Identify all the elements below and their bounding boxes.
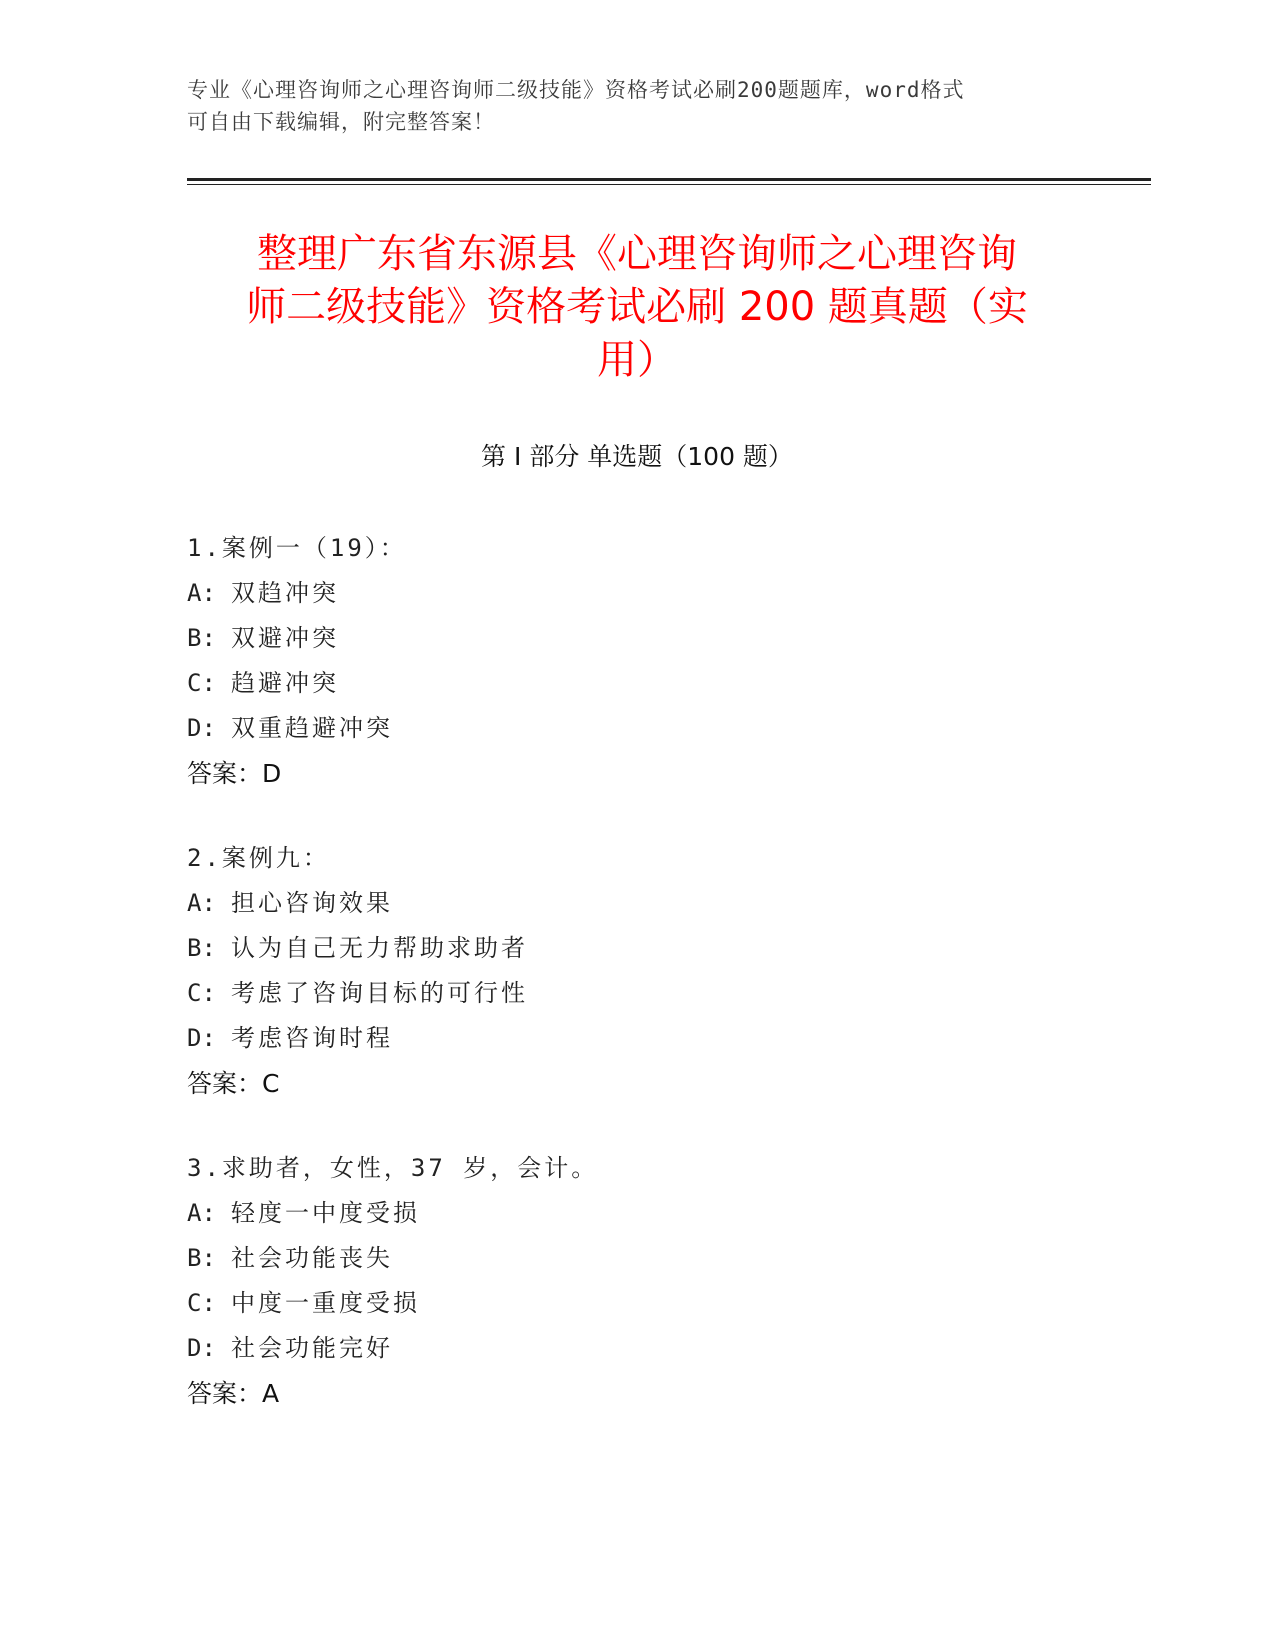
option-b xyxy=(187,616,1087,661)
option-a xyxy=(187,1191,1087,1236)
option-c xyxy=(187,661,1087,706)
question-list xyxy=(187,526,1087,1456)
option-letter: C: xyxy=(187,1289,216,1317)
option-letter: C: xyxy=(187,669,216,697)
document-title-line-2: 师二级技能》资格考试必刷 200 题真题（实 xyxy=(246,284,1028,330)
question-stem: 3.求助者，女性，37 岁，会计。 xyxy=(187,1154,599,1182)
option-text: 社会功能完好 xyxy=(231,1334,393,1362)
option-c xyxy=(187,971,1087,1016)
answer-line: 答案：D xyxy=(187,759,282,788)
option-letter: A: xyxy=(187,579,216,607)
question-item xyxy=(187,1146,1087,1416)
question-stem: 1.案例一（19）： xyxy=(187,534,407,562)
question-item xyxy=(187,836,1087,1106)
option-b xyxy=(187,926,1087,971)
header-note-line-1: 专业《心理咨询师之心理咨询师二级技能》资格考试必刷200题题库，word格式 xyxy=(187,78,965,102)
header-note-line-2: 可自由下载编辑，附完整答案！ xyxy=(187,110,495,134)
document-title-line-1: 整理广东省东源县《心理咨询师之心理咨询 xyxy=(257,231,1017,277)
header-rule-thick xyxy=(187,178,1151,181)
option-text: 考虑咨询时程 xyxy=(231,1024,393,1052)
option-text: 社会功能丧失 xyxy=(231,1244,393,1272)
answer-line: 答案：A xyxy=(187,1379,280,1408)
option-a xyxy=(187,881,1087,926)
option-letter: C: xyxy=(187,979,216,1007)
option-text: 趋避冲突 xyxy=(231,669,339,697)
option-d xyxy=(187,1326,1087,1371)
option-text: 双趋冲突 xyxy=(231,579,339,607)
question-stem: 2.案例九： xyxy=(187,844,330,872)
option-d xyxy=(187,1016,1087,1061)
option-letter: A: xyxy=(187,889,216,917)
option-letter: B: xyxy=(187,624,216,652)
option-a xyxy=(187,571,1087,616)
option-letter: A: xyxy=(187,1199,216,1227)
option-letter: D: xyxy=(187,714,216,742)
header-note xyxy=(187,74,1087,138)
option-text: 轻度一中度受损 xyxy=(231,1199,420,1227)
option-c xyxy=(187,1281,1087,1326)
document-title xyxy=(187,228,1087,387)
option-d xyxy=(187,706,1087,751)
option-text: 双避冲突 xyxy=(231,624,339,652)
option-text: 担心咨询效果 xyxy=(231,889,393,917)
document-title-line-3: 用） xyxy=(597,337,677,383)
section-title: 第 I 部分 单选题（100 题） xyxy=(481,442,793,471)
option-text: 考虑了咨询目标的可行性 xyxy=(231,979,528,1007)
option-b xyxy=(187,1236,1087,1281)
header-rule-thin xyxy=(187,184,1151,185)
option-letter: D: xyxy=(187,1024,216,1052)
option-letter: B: xyxy=(187,1244,216,1272)
option-letter: B: xyxy=(187,934,216,962)
question-item xyxy=(187,526,1087,796)
option-text: 中度一重度受损 xyxy=(231,1289,420,1317)
option-letter: D: xyxy=(187,1334,216,1362)
option-text: 双重趋避冲突 xyxy=(231,714,393,742)
option-text: 认为自己无力帮助求助者 xyxy=(231,934,528,962)
answer-line: 答案：C xyxy=(187,1069,280,1098)
